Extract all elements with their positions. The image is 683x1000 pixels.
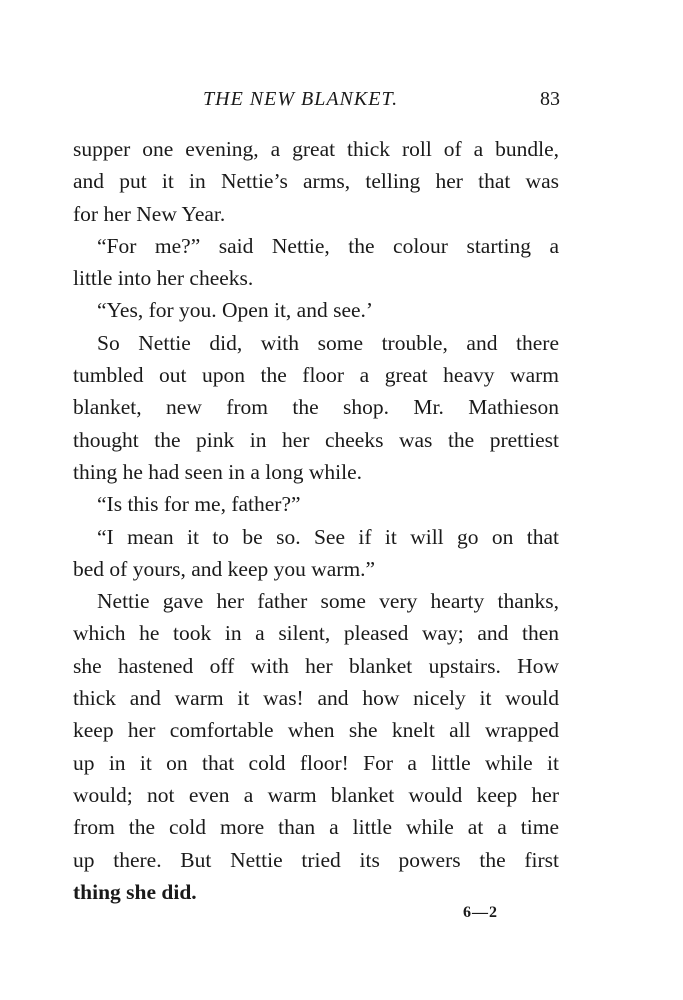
text-line: for her New Year. [73, 201, 226, 226]
page-number: 83 [540, 88, 560, 110]
text-line: up in it on that cold floor! For a little while it [73, 750, 559, 775]
text-line: thick and warm it was! and how nicely it would [73, 686, 559, 711]
text-line: from the cold more than a little while at a time [73, 815, 559, 840]
text-line: “I mean it to be so. See if it will go on that [97, 524, 559, 549]
text-line: would; not even a warm blanket would keep her [73, 782, 559, 807]
text-line: keep her comfortable when she knelt all wrapped [73, 718, 559, 743]
text-line: thought the pink in her cheeks was the prettiest [73, 427, 559, 452]
text-line: So Nettie did, with some trouble, and there [97, 330, 559, 355]
text-line: “For me?” said Nettie, the colour starting a [97, 233, 559, 258]
text-line: which he took in a silent, pleased way; and then [73, 621, 559, 646]
text-line: tumbled out upon the floor a great heavy warm [73, 363, 559, 388]
text-line: bed of yours, and keep you warm.” [73, 556, 376, 581]
body-text [73, 133, 559, 908]
text-line: thing she did. [73, 879, 197, 904]
signature-mark: 6—2 [463, 904, 498, 921]
text-line: Nettie gave her father some very hearty thanks, [97, 589, 559, 614]
text-line: she hastened off with her blanket upstairs. How [73, 653, 559, 678]
text-line: thing he had seen in a long while. [73, 459, 362, 484]
text-line: “Is this for me, father?” [97, 492, 301, 517]
text-line: “Yes, for you. Open it, and see.’ [97, 298, 374, 323]
running-head [0, 88, 683, 114]
text-line: and put it in Nettie’s arms, telling her that was [73, 169, 559, 194]
text-line: little into her cheeks. [73, 266, 254, 291]
text-line: blanket, new from the shop. Mr. Mathieson [73, 395, 559, 420]
text-line: supper one evening, a great thick roll of a bundle, [73, 137, 559, 161]
chapter-title: THE NEW BLANKET. [203, 88, 399, 110]
text-line: up there. But Nettie tried its powers the first [73, 847, 559, 872]
